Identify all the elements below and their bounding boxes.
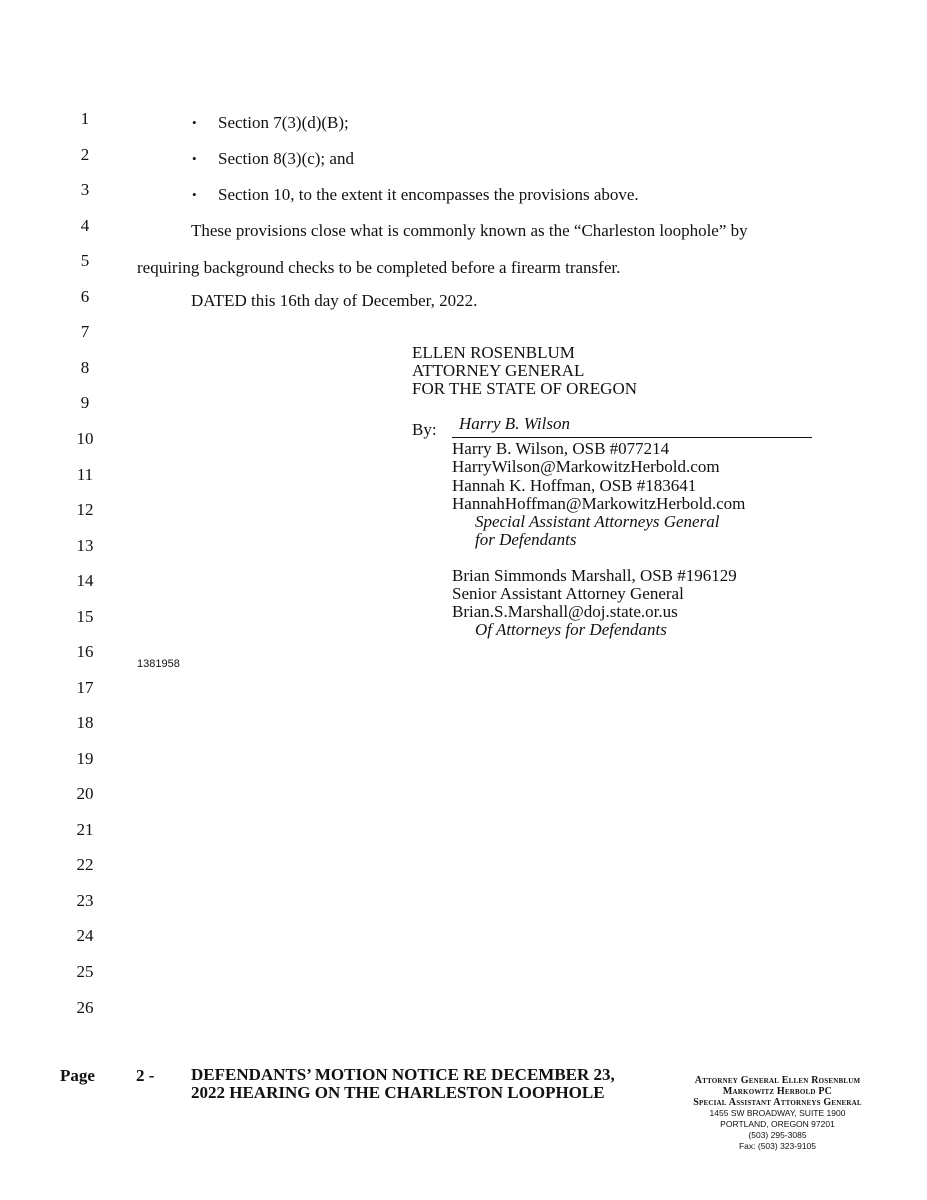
- firm-name: Special Assistant Attorneys General: [693, 1097, 862, 1108]
- line-number: 5: [80, 251, 90, 270]
- attorney-info: Hannah K. Hoffman, OSB #183641: [452, 476, 697, 495]
- line-number: 3: [80, 180, 90, 199]
- line-number: 12: [76, 500, 94, 519]
- firm-fax: Fax: (503) 323-9105: [738, 1141, 817, 1151]
- line-number: 26: [76, 998, 94, 1017]
- line-number: 9: [80, 393, 90, 412]
- line-number: 20: [76, 784, 94, 803]
- bullet-marker: •: [192, 115, 197, 130]
- attorney-title: Senior Assistant Attorney General: [452, 584, 684, 603]
- bullet-item: Section 7(3)(d)(B);: [218, 113, 349, 132]
- line-number: 2: [80, 145, 90, 164]
- attorney-info: Harry B. Wilson, OSB #077214: [452, 439, 670, 458]
- footer-title: [191, 1066, 661, 1102]
- paragraph-line: requiring background checks to be completed before a firearm transfer.: [137, 258, 621, 277]
- attorney-role: Special Assistant Attorneys General: [475, 512, 720, 531]
- line-number: 7: [80, 322, 90, 341]
- by-label: By:: [412, 420, 437, 439]
- line-number: 22: [76, 855, 94, 874]
- line-number: 1: [80, 109, 90, 128]
- bullet-item: Section 8(3)(c); and: [218, 149, 354, 168]
- footer-title-line: DEFENDANTS’ MOTION NOTICE RE DECEMBER 23,: [191, 1065, 615, 1084]
- footer-page-number: 2 -: [136, 1066, 155, 1085]
- document-number: 1381958: [137, 658, 180, 670]
- firm-address: 1455 SW BROADWAY, SUITE 1900: [709, 1108, 846, 1118]
- line-number: 24: [76, 926, 94, 945]
- line-number: 11: [76, 465, 94, 484]
- firm-phone: (503) 295-3085: [748, 1130, 807, 1140]
- line-number: 4: [80, 216, 90, 235]
- signature-line: [452, 437, 812, 438]
- footer-title-line: 2022 HEARING ON THE CHARLESTON LOOPHOLE: [191, 1083, 605, 1102]
- line-number: 23: [76, 891, 94, 910]
- firm-name: Attorney General Ellen Rosenblum: [694, 1075, 861, 1086]
- firm-address: PORTLAND, OREGON 97201: [720, 1119, 835, 1129]
- signature-header: ATTORNEY GENERAL: [412, 361, 585, 380]
- line-number: 17: [76, 678, 94, 697]
- line-number: 10: [76, 429, 94, 448]
- attorney-info: Brian Simmonds Marshall, OSB #196129: [452, 566, 737, 585]
- line-numbers: [0, 0, 110, 1040]
- attorney-email: Brian.S.Marshall@doj.state.or.us: [452, 602, 678, 621]
- line-number: 19: [76, 749, 94, 768]
- line-number: 13: [76, 536, 94, 555]
- attorney-role: Of Attorneys for Defendants: [475, 620, 667, 639]
- signature-header: ELLEN ROSENBLUM: [412, 343, 575, 362]
- line-number: 16: [76, 642, 94, 661]
- signature: Harry B. Wilson: [459, 414, 570, 433]
- line-number: 15: [76, 607, 94, 626]
- bullet-marker: •: [192, 151, 197, 166]
- footer-page-label: Page: [60, 1066, 95, 1085]
- bullet-item: Section 10, to the extent it encompasses the provisions above.: [218, 185, 639, 204]
- line-number: 14: [76, 571, 94, 590]
- firm-name: Markowitz Herbold PC: [722, 1086, 833, 1097]
- line-number: 25: [76, 962, 94, 981]
- bullet-marker: •: [192, 187, 197, 202]
- attorney-role: for Defendants: [475, 530, 577, 549]
- attorney-email: HannahHoffman@MarkowitzHerbold.com: [452, 494, 746, 513]
- dated-line: DATED this 16th day of December, 2022.: [191, 291, 478, 310]
- line-number: 6: [80, 287, 90, 306]
- attorney-email: HarryWilson@MarkowitzHerbold.com: [452, 457, 720, 476]
- line-number: 21: [76, 820, 94, 839]
- line-number: 18: [76, 713, 94, 732]
- firm-block: [660, 1075, 895, 1152]
- paragraph-line: These provisions close what is commonly known as the “Charleston loophole” by: [191, 221, 748, 240]
- signature-header: FOR THE STATE OF OREGON: [412, 379, 638, 398]
- line-number: 8: [80, 358, 90, 377]
